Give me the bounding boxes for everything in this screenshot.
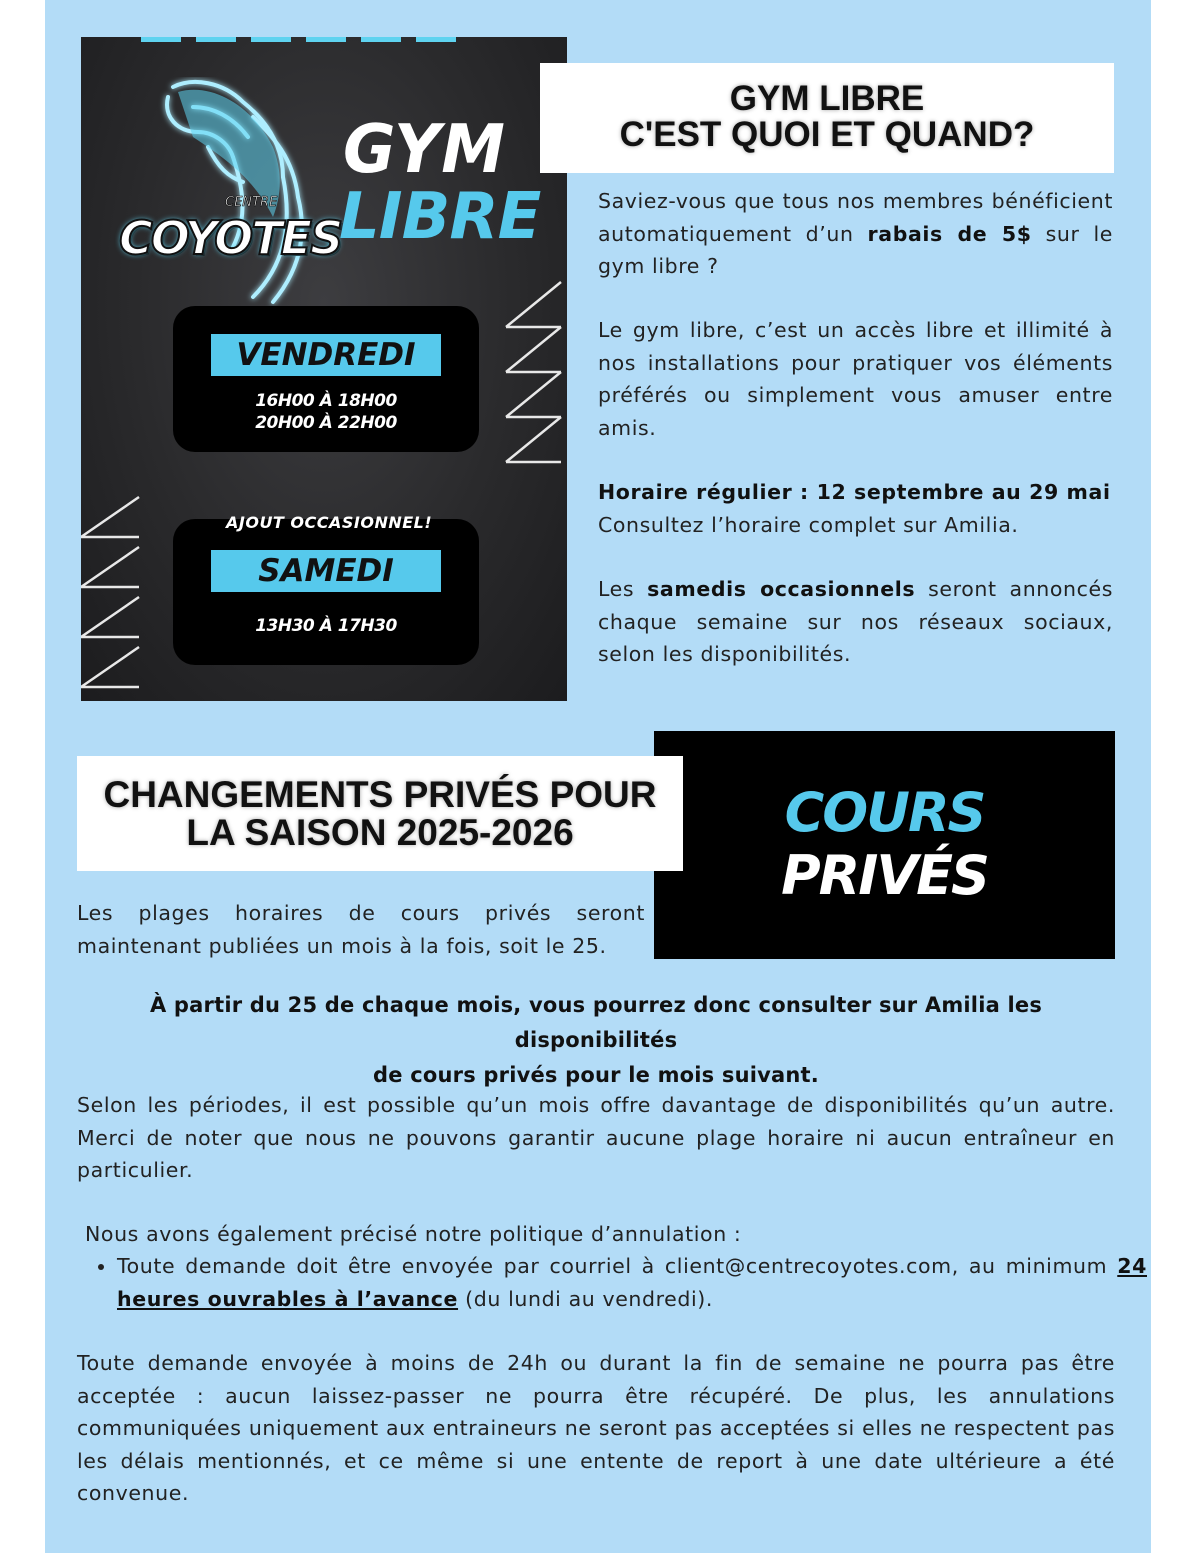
private-heading-line-1: CHANGEMENTS PRIVÉS POUR [103,774,657,815]
gym-libre-heading [540,63,1114,173]
cancellation-policy-list [85,1250,1147,1315]
gym-p1-text-end: sur le gym libre ? [598,221,1113,278]
friday-times [173,390,479,434]
private-heading-line-2: LA SAISON 2025-2026 [186,812,574,853]
bullet-text-end: (du lundi au vendredi). [458,1286,714,1311]
poster-title-gym: GYM [343,111,506,189]
saturday-note: AJOUT OCCASIONNEL! [226,513,433,532]
list-item [117,1250,1147,1315]
private-paragraph-availability: Selon les périodes, il est possible qu’un mois offre davantage de disponibilités qu’un autre. Merci de noter que nous ne pouvons garantir aucune plage horaire ni aucun entraîneur en particulier. [77,1093,1115,1182]
logo-coyotes-text: COYOTES [119,211,342,265]
bullet-underlined-deadline: 24 heures ouvrables à l’avance [117,1254,1147,1311]
private-bold-line-1: À partir du 25 de chaque mois, vous pourrez donc consulter sur Amilia les disponibilités [149,993,1043,1052]
chevrons-right-decoration [501,277,567,477]
gym-paragraph-description: Le gym libre, c’est un accès libre et illimité à nos installations pour pratiquer vos éléments préférés ou simplement vous amuser entre amis. [598,318,1113,440]
private-paragraph-publication: Les plages horaires de cours privés seront maintenant publiées un mois à la fois, soit le 25. [77,901,645,958]
badge-cours: COURS [784,781,985,844]
private-paragraph-late-requests: Toute demande envoyée à moins de 24h ou durant la fin de semaine ne pourra pas être acceptée : aucun laissez-passer ne pourra être récupéré. De plus, les annulations communiquées uniquement aux entraineurs ne seront pas acceptées si elles ne respectent pas les délais mentionnés, et ce même si une entente de report à une date ultérieure a été convenue. [77,1351,1115,1505]
chevrons-left-decoration [81,492,147,697]
friday-label: VENDREDI [211,334,441,376]
gym-paragraph-saturdays [598,573,1113,671]
gym-heading-line-1: GYM LIBRE [729,79,925,118]
coyote-head-icon [133,77,323,307]
poster-top-dashes [141,37,461,42]
gym-p4-bold: samedis occasionnels [647,577,916,601]
bullet-text: Toute demande doit être envoyée par courriel à client@centrecoyotes.com, au minimum [117,1254,1118,1278]
cours-prives-badge [654,731,1115,959]
gym-schedule-text: Consultez l’horaire complet sur Amilia. [598,512,1019,537]
private-paragraph-cancellation-intro: Nous avons également précisé notre politique d’annulation : [85,1222,742,1246]
badge-prives: PRIVÉS [781,844,988,907]
friday-time-2: 20H00 À 22H00 [255,413,397,433]
gym-libre-poster [81,37,567,701]
gym-schedule-bold: Horaire régulier : 12 septembre au 29 mai [598,480,1111,504]
friday-time-1: 16H00 À 18H00 [255,391,397,411]
private-bold-line-2: de cours privés pour le mois suivant. [373,1063,819,1087]
saturday-times [173,615,479,637]
saturday-time-1: 13H30 À 17H30 [255,616,397,636]
poster-title-libre: LIBRE [339,180,541,254]
gym-heading-line-2: C'EST QUOI ET QUAND? [619,115,1035,154]
private-changes-heading [77,756,683,871]
gym-p4-text: Les [598,577,648,601]
logo-centre-text: CENTRE [225,195,278,210]
gym-paragraph-discount [598,185,1113,283]
private-bold-notice [77,988,1115,1093]
gym-p1-text: Saviez-vous que tous nos membres bénéficient automatiquement d’un [598,189,1113,246]
gym-paragraph-schedule [598,476,1113,541]
friday-schedule-box [173,306,479,452]
centre-coyotes-logo [113,77,342,307]
gym-p1-bold: rabais de 5$ [867,221,1032,246]
saturday-label: SAMEDI [211,550,441,592]
saturday-schedule-box [173,519,479,665]
gym-p4-text-end: seront annoncés chaque semaine sur nos réseaux sociaux, selon les disponibilités. [598,577,1113,666]
